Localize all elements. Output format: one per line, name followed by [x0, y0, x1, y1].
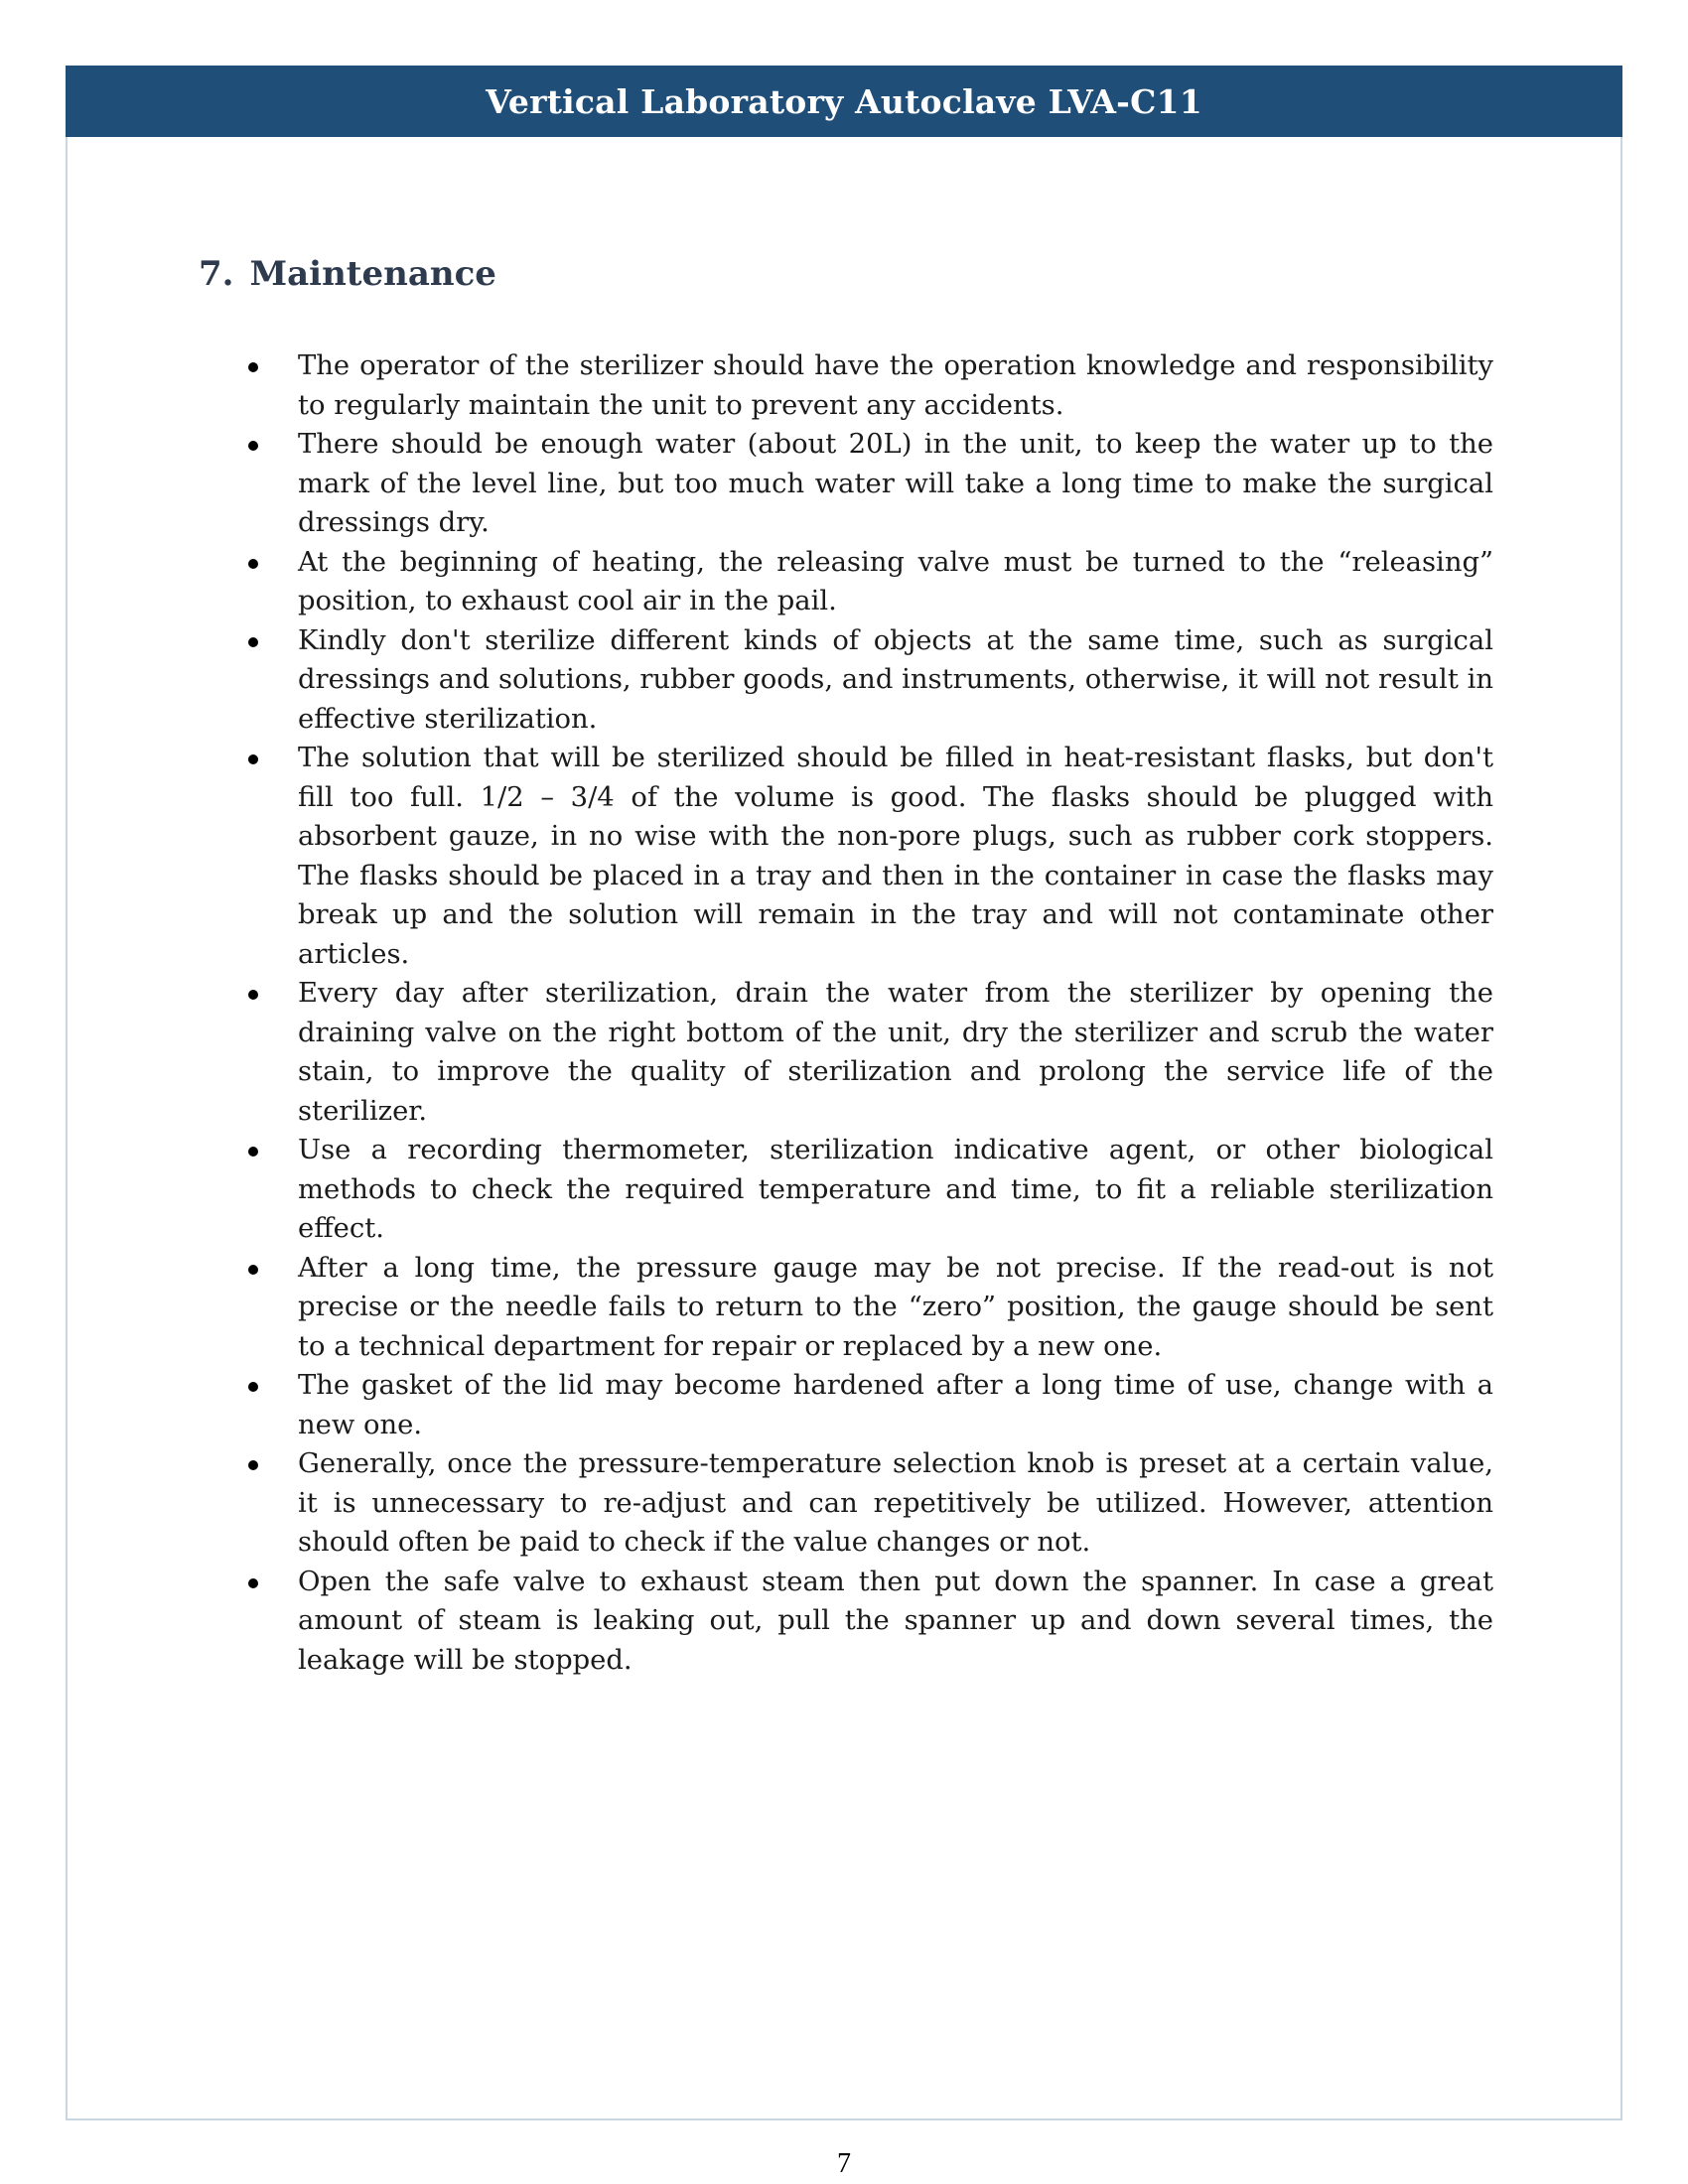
list-item-text: Open the safe valve to exhaust steam then put down the spanner. In case a great amount of steam is leaking out, pull the spanner up and down several times, the leakage will be stopped.	[298, 1566, 1493, 1676]
bullet-icon	[248, 441, 258, 451]
list-item-text: Kindly don't sterilize different kinds of objects at the same time, such as surgical dressings and solutions, rubber goods, and instruments, otherwise, it will not result in effective sterilization.	[298, 624, 1493, 735]
list-item	[248, 425, 1493, 543]
bullet-icon	[248, 990, 258, 1000]
list-item-text: Use a recording thermometer, sterilization indicative agent, or other biological methods to check the required temperature and time, to fit a reliable sterilization effect.	[298, 1135, 1493, 1244]
document-header	[66, 66, 1622, 137]
list-item	[248, 1366, 1493, 1444]
bullet-icon	[248, 1265, 258, 1275]
list-item	[248, 1563, 1493, 1681]
list-item-text: Every day after sterilization, drain the water from the sterilizer by opening the draining valve on the right bottom of the unit, dry the sterilizer and scrub the water stain, to improve the quality of sterilization and prolong the service life of the sterilizer.	[298, 978, 1493, 1127]
list-item-text: The operator of the sterilizer should have the operation knowledge and responsibility to regularly maintain the unit to prevent any accidents.	[298, 350, 1493, 421]
bullet-icon	[248, 1382, 258, 1392]
list-item	[248, 346, 1493, 425]
bullet-icon	[248, 362, 258, 372]
list-item	[248, 543, 1493, 621]
list-item	[248, 739, 1493, 974]
list-item-text: The solution that will be sterilized should be filled in heat-resistant flasks, but don't fill too full. 1/2 – 3/4 of the volume is good. The flasks should be plugged with absorbent gauze, in no wise with the non-pore plugs, such as rubber cork stoppers. The flasks should be placed in a tray and then in the container in case the flasks may break up and the solution will remain in the tray and will not contaminate other articles.	[298, 743, 1493, 970]
bullet-icon	[248, 1147, 258, 1157]
section-title: Maintenance	[249, 254, 496, 294]
section-heading	[199, 254, 496, 294]
list-item	[248, 1444, 1493, 1563]
page-number: 7	[837, 2148, 851, 2179]
bullet-icon	[248, 637, 258, 647]
bullet-icon	[248, 1460, 258, 1470]
list-item-text: Generally, once the pressure-temperature selection knob is preset at a certain value, it is unnecessary to re-adjust and can repetitively be utilized. However, attention should often be paid to check if the value changes or not.	[298, 1448, 1493, 1558]
section-number: 7.	[199, 254, 234, 294]
list-item	[248, 1131, 1493, 1249]
bullet-icon	[248, 559, 258, 569]
list-item-text: At the beginning of heating, the releasing valve must be turned to the “releasing” position, to exhaust cool air in the pail.	[298, 546, 1493, 616]
document-title: Vertical Laboratory Autoclave LVA-C11	[486, 81, 1202, 121]
list-item-text: There should be enough water (about 20L) in the unit, to keep the water up to the mark of the level line, but too much water will take a long time to make the surgical dressings dry.	[298, 429, 1493, 538]
bullet-icon	[248, 1578, 258, 1588]
list-item-text: After a long time, the pressure gauge may be not precise. If the read-out is not precise or the needle fails to return to the “zero” position, the gauge should be sent to a technical department for repair or replaced by a new one.	[298, 1252, 1493, 1362]
bullet-icon	[248, 754, 258, 764]
maintenance-list	[248, 346, 1493, 1680]
list-item-text: The gasket of the lid may become hardened after a long time of use, change with a new one.	[298, 1370, 1493, 1440]
list-item	[248, 621, 1493, 740]
list-item	[248, 1249, 1493, 1367]
list-item	[248, 974, 1493, 1131]
